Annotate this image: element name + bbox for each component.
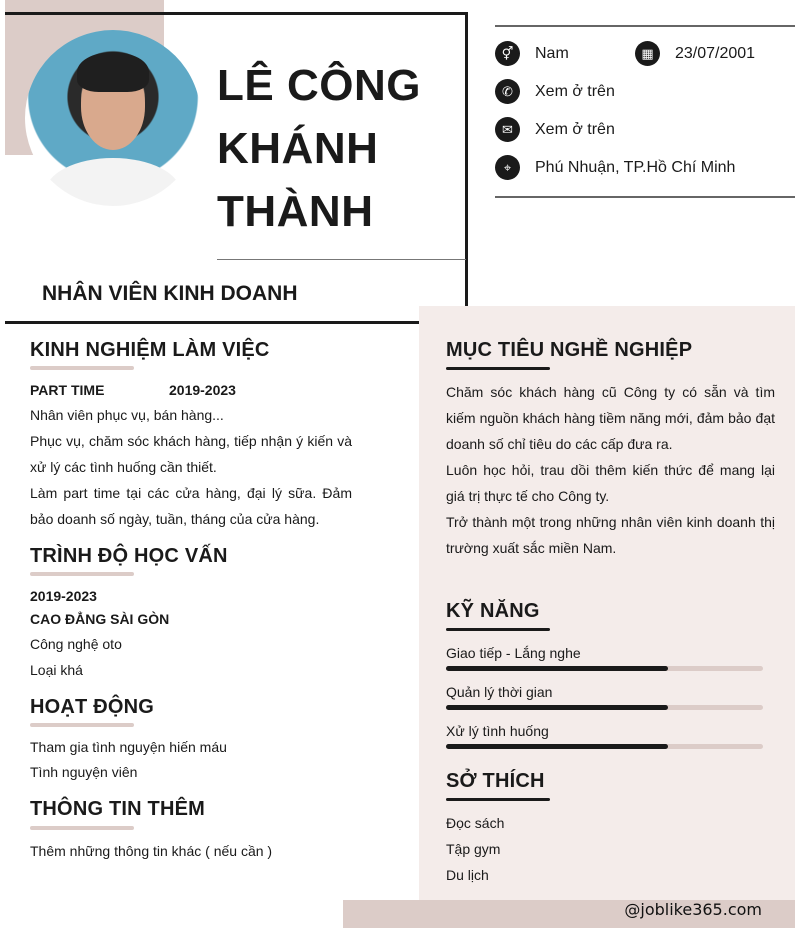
contact-top-divider — [495, 25, 795, 27]
profile-photo — [25, 30, 201, 206]
activity-item-1: Tham gia tình nguyện hiến máu — [30, 739, 227, 755]
photo-hair — [77, 52, 149, 92]
footer-credit-link[interactable]: @joblike365.com — [624, 900, 762, 919]
education-school: CAO ĐẲNG SÀI GÒN — [30, 611, 170, 627]
gender-value: Nam — [535, 44, 569, 62]
education-major: Công nghệ oto — [30, 636, 122, 652]
activities-title: HOẠT ĐỘNG — [30, 696, 155, 718]
name-line-2: KHÁNH — [217, 124, 379, 173]
name-line-3: THÀNH — [217, 187, 374, 236]
skill-name-3: Xử lý tình huống — [446, 723, 549, 739]
photo-shirt — [45, 158, 181, 206]
candidate-name — [217, 54, 457, 243]
experience-line-3: Làm part time tại các cửa hàng, đại lý sữa. Đảm bảo doanh số ngày, tuần, tháng của cửa hàng. — [30, 485, 352, 527]
education-underline — [30, 572, 134, 576]
education-title: TRÌNH ĐỘ HỌC VẤN — [30, 545, 228, 567]
skill-bar-1 — [446, 666, 763, 671]
phone-icon: ✆ — [495, 79, 520, 104]
skills-underline — [446, 628, 550, 631]
birthdate-value: 23/07/2001 — [675, 44, 756, 62]
envelope-icon: ✉ — [495, 117, 520, 142]
skill-name-1: Giao tiếp - Lắng nghe — [446, 645, 581, 661]
additional-underline — [30, 826, 134, 830]
skill-name-2: Quản lý thời gian — [446, 684, 553, 700]
name-line-1: LÊ CÔNG — [217, 61, 421, 110]
phone-value: Xem ở trên — [535, 82, 615, 100]
experience-underline — [30, 366, 134, 370]
hobby-item-3: Du lịch — [446, 867, 489, 883]
additional-text: Thêm những thông tin khác ( nếu cần ) — [30, 843, 273, 859]
contact-phone — [495, 79, 615, 104]
hobby-item-1: Đọc sách — [446, 815, 505, 831]
contact-birthdate — [635, 41, 755, 66]
hobbies-title: SỞ THÍCH — [446, 770, 545, 792]
experience-period: 2019-2023 — [169, 382, 236, 398]
experience-title: KINH NGHIỆM LÀM VIỆC — [30, 339, 270, 361]
objective-title: MỤC TIÊU NGHỀ NGHIỆP — [446, 339, 693, 361]
address-value: Phú Nhuận, TP.Hồ Chí Minh — [535, 158, 736, 176]
location-pin-icon: ⌖ — [495, 155, 520, 180]
additional-title: THÔNG TIN THÊM — [30, 798, 206, 820]
hobby-item-2: Tập gym — [446, 841, 501, 857]
activities-underline — [30, 723, 134, 727]
skill-bar-2 — [446, 705, 763, 710]
contact-bottom-divider — [495, 196, 795, 198]
objective-paragraph-1: Chăm sóc khách hàng cũ Công ty có sẵn và tìm kiếm nguồn khách hàng tiềm năng mới, đảm bảo đạt doanh số chỉ tiêu do các cấp đưa ra. — [446, 384, 775, 452]
gender-icon: ⚥ — [495, 41, 520, 66]
education-grade: Loại khá — [30, 662, 83, 678]
experience-line-1: Nhân viên phục vụ, bán hàng... — [30, 407, 224, 423]
email-value: Xem ở trên — [535, 120, 615, 138]
hobbies-underline — [446, 798, 550, 801]
skill-fill-1 — [446, 666, 668, 671]
education-period: 2019-2023 — [30, 588, 97, 604]
objective-paragraph-3: Trở thành một trong những nhân viên kinh doanh thị trường xuất sắc miền Nam. — [446, 514, 775, 556]
activity-item-2: Tình nguyện viên — [30, 764, 138, 780]
skills-title: KỸ NĂNG — [446, 600, 540, 622]
objective-underline — [446, 367, 550, 370]
skill-fill-3 — [446, 744, 668, 749]
contact-address — [495, 155, 735, 180]
name-divider — [217, 259, 466, 260]
contact-gender — [495, 41, 569, 66]
objective-paragraph-2: Luôn học hỏi, trau dồi thêm kiến thức để mang lại giá trị thực tế cho Công ty. — [446, 462, 775, 504]
experience-role: PART TIME — [30, 382, 105, 398]
skill-fill-2 — [446, 705, 668, 710]
calendar-icon: ▦ — [635, 41, 660, 66]
contact-email — [495, 117, 615, 142]
experience-line-2: Phục vụ, chăm sóc khách hàng, tiếp nhận ý kiến và xử lý các tình huống cần thiết. — [30, 433, 352, 475]
skill-bar-3 — [446, 744, 763, 749]
job-title: NHÂN VIÊN KINH DOANH — [42, 282, 298, 305]
